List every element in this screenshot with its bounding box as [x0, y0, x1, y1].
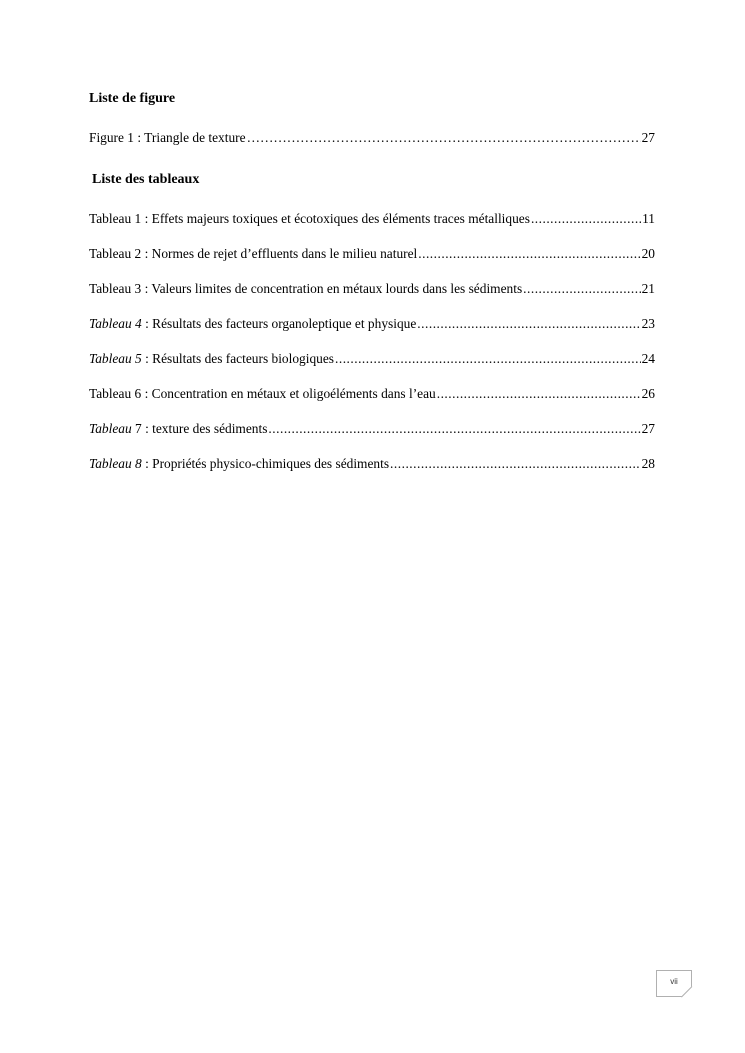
dot-leader	[247, 129, 641, 147]
table-entry[interactable]	[89, 385, 655, 403]
table-entry-label: Tableau 8 : Propriétés physico-chimiques des sédiments	[89, 456, 390, 471]
dot-leader	[390, 455, 641, 473]
table-entry-label: Tableau 7 : texture des sédiments	[89, 421, 268, 436]
table-entry-label: Tableau 4 : Résultats des facteurs organoleptique et physique	[89, 316, 417, 331]
table-entry-page: 23	[641, 316, 655, 331]
table-entry-page: 26	[641, 386, 655, 401]
list-of-figures-heading: Liste de figure	[89, 91, 176, 106]
table-entry[interactable]	[89, 315, 655, 333]
table-entry-prefix: Tableau 4	[89, 316, 142, 331]
table-entry-page: 27	[641, 421, 655, 436]
table-entry-label: Tableau 3 : Valeurs limites de concentration en métaux lourds dans les sédiments	[89, 281, 523, 296]
dot-leader	[523, 280, 640, 298]
dot-leader	[335, 350, 641, 368]
table-entry-label: Tableau 6 : Concentration en métaux et oligoéléments dans l’eau	[89, 386, 436, 401]
table-entry-prefix: Tableau 5	[89, 351, 142, 366]
dot-leader	[437, 385, 641, 403]
page-number-box	[656, 970, 692, 997]
table-entry-page: 21	[641, 281, 655, 296]
table-entry-prefix: Tableau 8	[89, 456, 142, 471]
table-entry-page: 11	[642, 211, 655, 226]
page-number: vii	[670, 977, 678, 986]
table-entry-label: Tableau 2 : Normes de rejet d’effluents dans le milieu naturel	[89, 246, 418, 261]
dot-leader	[418, 245, 640, 263]
table-entry[interactable]	[89, 350, 655, 368]
table-entry[interactable]	[89, 420, 655, 438]
table-entry-prefix: Tableau	[89, 421, 132, 436]
figure-entry-page: 27	[641, 130, 655, 145]
table-entry[interactable]	[89, 280, 655, 298]
dot-leader	[417, 315, 640, 333]
table-entry-page: 20	[641, 246, 655, 261]
table-entry[interactable]	[89, 210, 655, 228]
table-entry[interactable]	[89, 455, 655, 473]
table-entry-label: Tableau 1 : Effets majeurs toxiques et écotoxiques des éléments traces métalliques	[89, 211, 530, 226]
list-of-tables-heading: Liste des tableaux	[92, 172, 200, 187]
table-entry-page: 24	[641, 351, 655, 366]
table-entry[interactable]	[89, 245, 655, 263]
figure-entry-label: Figure 1 : Triangle de texture	[89, 130, 246, 145]
table-entry-page: 28	[641, 456, 655, 471]
dot-leader	[531, 210, 641, 228]
figure-entry[interactable]	[89, 129, 655, 147]
table-entry-label: Tableau 5 : Résultats des facteurs biologiques	[89, 351, 334, 366]
dot-leader	[268, 420, 640, 438]
